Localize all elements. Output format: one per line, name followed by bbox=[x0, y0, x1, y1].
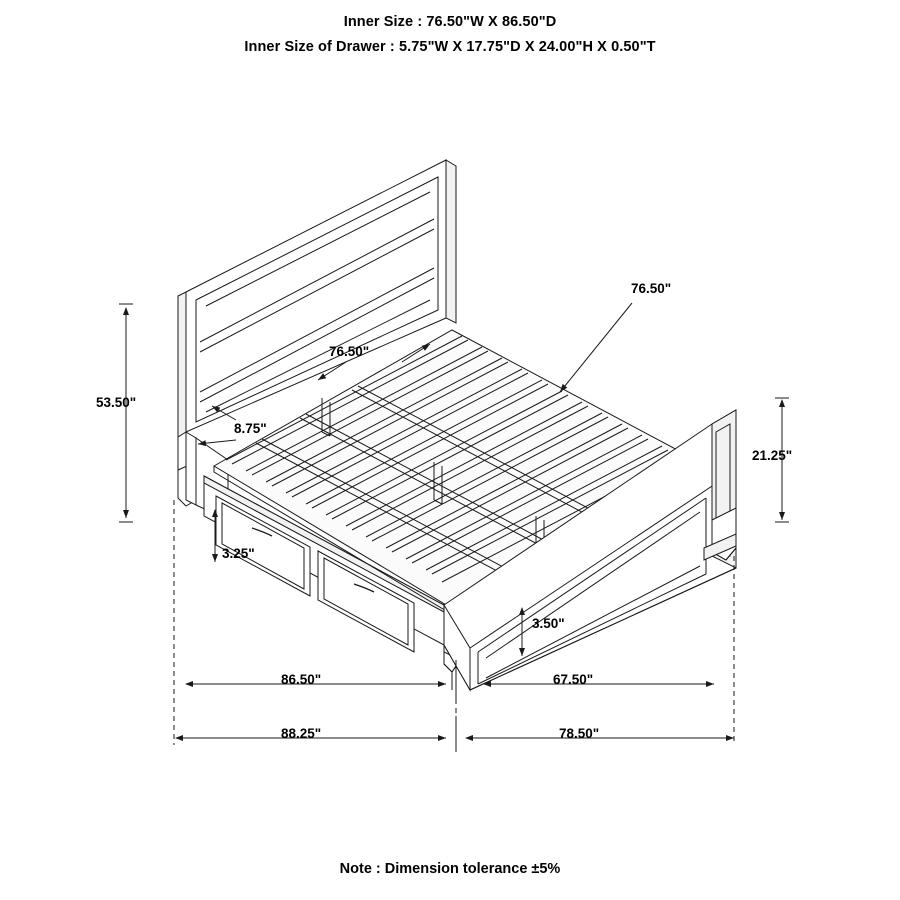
dim-headboard-gap: 8.75" bbox=[234, 421, 267, 436]
inner-size-label: Inner Size : 76.50"W X 86.50"D bbox=[343, 14, 557, 30]
dim-drawer-clearance: 3.25" bbox=[222, 546, 255, 561]
dim-inner-width-right: 76.50" bbox=[631, 281, 672, 296]
dim-foot-clearance: 3.50" bbox=[532, 616, 565, 631]
dim-width-inner: 67.50" bbox=[553, 672, 594, 687]
dim-width-outer: 78.50" bbox=[559, 726, 600, 741]
tolerance-note: Note : Dimension tolerance ±5% bbox=[339, 861, 561, 877]
dim-height-overall: 53.50" bbox=[96, 395, 137, 410]
dim-depth-outer: 88.25" bbox=[281, 726, 322, 741]
dim-inner-width-top: 76.50" bbox=[329, 344, 370, 359]
inner-drawer-size-label: Inner Size of Drawer : 5.75"W X 17.75"D X 24.00"H X 0.50"T bbox=[244, 39, 656, 55]
dim-depth-inner: 86.50" bbox=[281, 672, 322, 687]
dim-footboard-height: 21.25" bbox=[752, 448, 793, 463]
